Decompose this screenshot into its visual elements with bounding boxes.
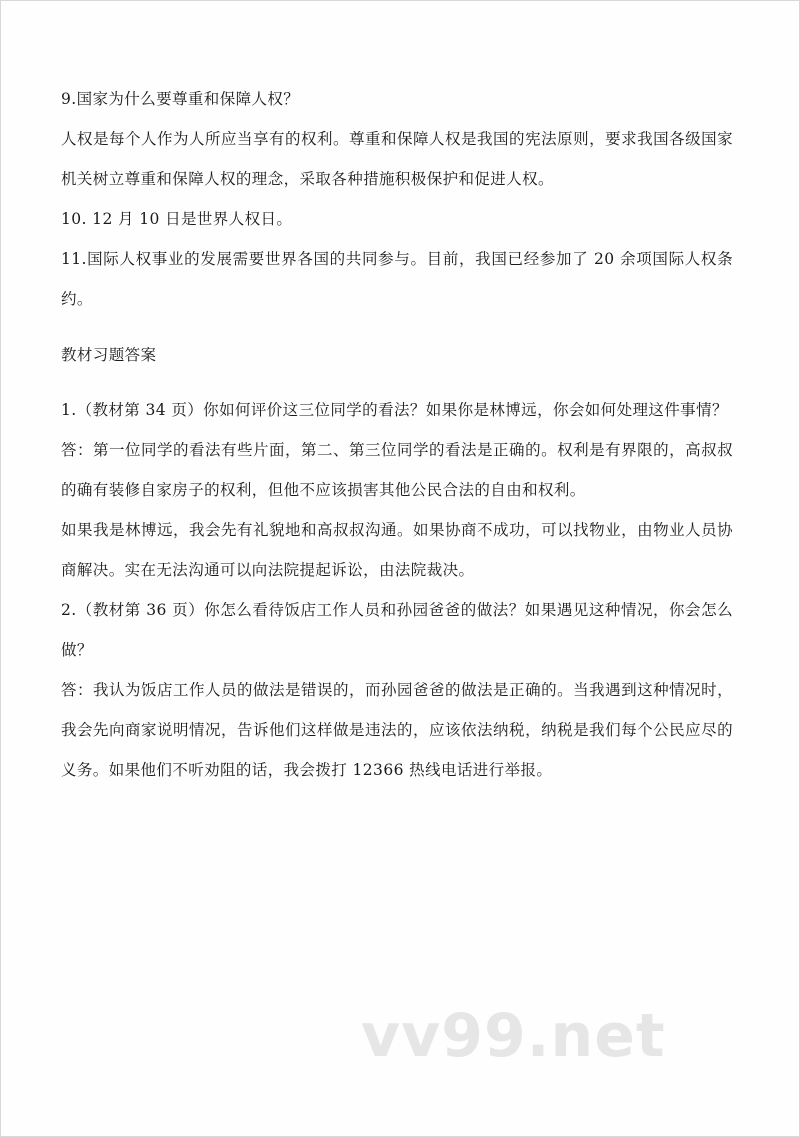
paragraph-9: 9.国家为什么要尊重和保障人权？ [61, 90, 300, 108]
question-1-answer-2: 如果我是林博远，我会先有礼貌地和高叔叔沟通。如果协商不成功，可以找物业，由物业人员协商解决。实在无法沟通可以向法院提起诉讼，由法院裁决。 [61, 521, 733, 579]
question-2-prompt: 2.（教材第 36 页）你怎么看待饭店工作人员和孙园爸爸的做法？如果遇见这种情况，你会怎么做？ [61, 601, 733, 659]
paragraph-11: 11.国际人权事业的发展需要世界各国的共同参与。目前，我国已经参加了 20 余项国际人权条约。 [61, 250, 733, 308]
document-body [61, 79, 733, 790]
watermark: vv99.net [361, 1001, 666, 1071]
question-2-answer-1: 答：我认为饭店工作人员的做法是错误的，而孙园爸爸的做法是正确的。当我遇到这种情况时，我会先向商家说明情况，告诉他们这样做是违法的，应该依法纳税，纳税是我们每个公民应尽的义务。如果他们不听劝阻的话，我会拨打 12366 热线电话进行举报。 [61, 681, 733, 779]
paragraph-human-rights-explanation: 人权是每个人作为人所应当享有的权利。尊重和保障人权是我国的宪法原则，要求我国各级国家机关树立尊重和保障人权的理念，采取各种措施积极保护和促进人权。 [61, 130, 733, 188]
question-1-prompt: 1.（教材第 34 页）你如何评价这三位同学的看法？如果你是林博远，你会如何处理这件事情？ [61, 401, 728, 419]
section-heading-textbook-answers: 教材习题答案 [61, 345, 157, 364]
paragraph-10: 10. 12 月 10 日是世界人权日。 [61, 210, 293, 228]
question-1-answer-1: 答：第一位同学的看法有些片面，第二、第三位同学的看法是正确的。权利是有界限的，高叔叔的确有装修自家房子的权利，但他不应该损害其他公民合法的自由和权利。 [61, 441, 733, 499]
